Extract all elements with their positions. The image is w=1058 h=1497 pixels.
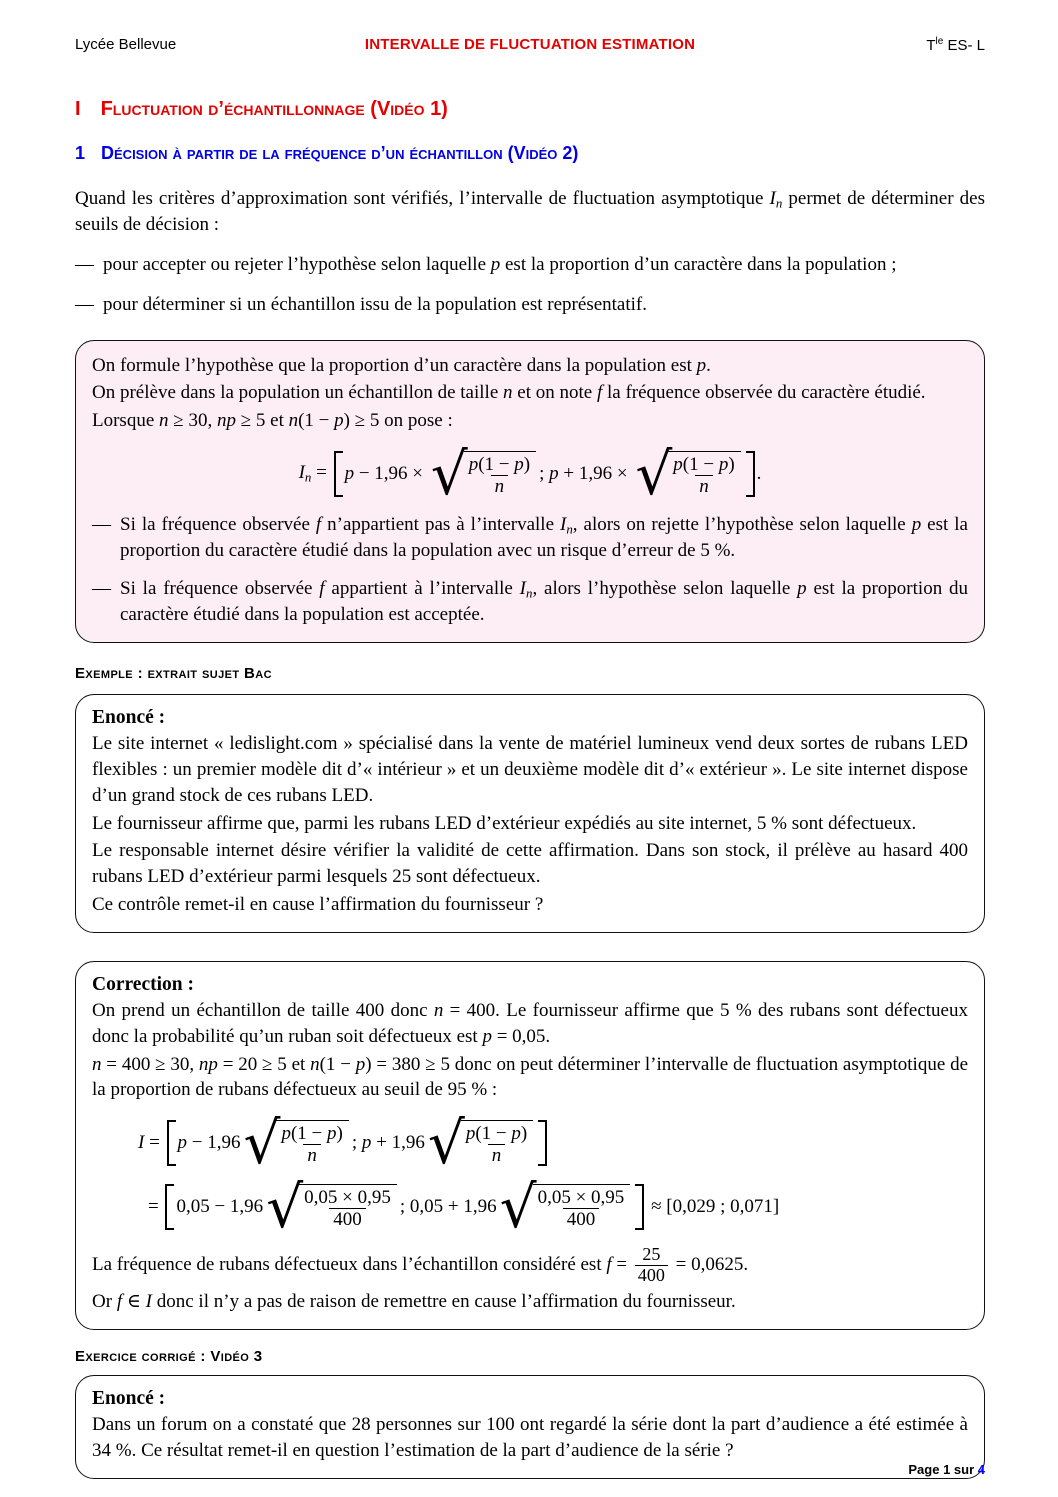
fraction-numerator: p(1 − p) [468, 453, 531, 475]
grade-superscript: le [935, 36, 944, 47]
example-heading: Exemple : extrait sujet Bac [75, 665, 272, 683]
intro-bullet-1 [75, 252, 985, 278]
frequency-fraction [635, 1245, 668, 1285]
correction-paragraph-1: On prend un échantillon de taille 400 donc n = 400. Le fournisseur affirme que 5 % des rubans sont défectueux donc la probabilité qu’un ruban soit défectueux est p = 0,05. [92, 999, 968, 1047]
bullet-dash: — [75, 254, 94, 275]
school-name: Lycée Bellevue [75, 36, 177, 53]
enonce-paragraph: Le fournisseur affirme que, parmi les rubans LED d’extérieur expédiés au site internet, 5 % sont défectueux. [92, 812, 917, 834]
rule-bullet-2 [92, 576, 968, 628]
bullet-text: Si la fréquence observée f n’appartient pas à l’intervalle In, alors on rejette l’hypothèse selon laquelle p est la proportion du caractère étudié dans la population avec un risque d’erreur de 5 %. [120, 514, 968, 562]
fraction-numerator: 25 [642, 1244, 661, 1265]
footer-page-label: Page 1 sur [908, 1462, 978, 1477]
sqrt-expression [499, 1173, 631, 1242]
enonce-title: Enoncé : [92, 1388, 166, 1410]
enonce-paragraph: Ce contrôle remet-il en cause l’affirmation du fournisseur ? [92, 894, 544, 916]
formula-term-a: p − 1,96 × [344, 463, 428, 485]
formula-tail: . [756, 463, 762, 485]
section-heading-fluctuation [75, 98, 985, 121]
enonce-title: Enoncé : [92, 707, 166, 729]
right-bracket [538, 1120, 547, 1166]
intro-paragraph: Quand les critères d’approximation sont vérifiés, l’intervalle de fluctuation asymptotique In permet de déterminer des seuils de décision : [75, 188, 985, 236]
formula-term-b: ; p + 1,96 × [539, 463, 633, 485]
sqrt-expression [427, 1109, 533, 1178]
section-number: I [75, 98, 81, 120]
enonce-paragraph: Le site internet « ledislight.com » spécialisé dans la vente de matériel lumineux vend deux sortes de rubans LED flexibles : un premier modèle dit d’« intérieur » et un deuxième modèle dit d’« extérieur ». Le site internet dispose d’un grand stock de ces rubans LED. [92, 733, 968, 806]
frequency-text: La fréquence de rubans défectueux dans l’échantillon considéré est f = [92, 1254, 632, 1276]
formula-lhs: In = [298, 462, 332, 485]
formula-lhs: I = [138, 1132, 165, 1154]
formula-term-b: ; p + 1,96 [351, 1132, 425, 1154]
fraction-denominator: n [695, 475, 713, 497]
bullet-dash: — [92, 578, 111, 600]
sqrt-expression [266, 1173, 397, 1242]
fluctuation-interval-formula [92, 440, 968, 509]
radical-sign: √ [266, 1173, 304, 1242]
formula-term-a: 0,05 − 1,96 [176, 1196, 264, 1218]
radical-sign: √ [499, 1173, 537, 1242]
bullet-text: pour accepter ou rejeter l’hypothèse selon laquelle p est la proportion d’un caractère dans la population ; [103, 254, 897, 275]
intro-bullet-2 [75, 292, 985, 318]
enonce-box-1 [75, 694, 985, 933]
formula-term-a: p − 1,96 [177, 1132, 241, 1154]
grade-main: T [926, 37, 936, 54]
correction-paragraph-2: n = 400 ≥ 30, np = 20 ≥ 5 et n(1 − p) = 380 ≥ 5 donc on peut déterminer l’intervalle de fluctuation asymptotique de la proportion de rubans défectueux au seuil de 95 % : [92, 1053, 969, 1101]
hypothesis-rule-box [75, 340, 985, 643]
subsection-title: Décision à partir de la fréquence d’un échantillon (Vidéo 2) [101, 143, 579, 163]
fraction-numerator: 0,05 × 0,95 [537, 1186, 625, 1208]
correction-title: Correction : [92, 973, 194, 995]
radical-sign: √ [427, 1109, 465, 1178]
radical-sign: √ [243, 1109, 281, 1178]
footer-page-total-link[interactable]: 4 [977, 1462, 985, 1477]
correction-conclusion: Or f ∈ I donc il n’y a pas de raison de remettre en cause l’affirmation du fournisseur. [92, 1291, 736, 1313]
enonce-paragraph: Dans un forum on a constaté que 28 personnes sur 100 ont regardé la série dont la part d’audience a été estimée à 34 %. Ce résultat remet-il en question l’estimation de la part d’audience de la série ? [92, 1414, 968, 1461]
page-header [75, 36, 985, 54]
section-title: Fluctuation d’échantillonnage (Vidéo 1) [100, 98, 448, 120]
grade-rest: ES- L [943, 37, 985, 54]
subsection-heading-decision [75, 143, 985, 164]
formula-term-b: ; 0,05 + 1,96 [399, 1196, 497, 1218]
fraction-numerator: p(1 − p) [465, 1122, 528, 1144]
formula-lhs: = [148, 1196, 164, 1218]
right-bracket [746, 451, 755, 497]
fraction-numerator: p(1 − p) [673, 453, 735, 475]
subsection-number: 1 [75, 143, 86, 163]
enonce-box-2 [75, 1375, 985, 1479]
enonce-paragraph: Le responsable internet désire vérifier la validité de cette affirmation. Dans son stock, il prélève au hasard 400 rubans LED d’extérieur parmi lesquels 25 sont défectueux. [92, 840, 968, 888]
sqrt-expression [635, 440, 740, 509]
fraction-denominator: 400 [635, 1265, 668, 1285]
fraction-denominator: n [303, 1144, 321, 1166]
bullet-dash: — [75, 293, 94, 315]
sqrt-expression [430, 440, 536, 509]
sqrt-expression [243, 1109, 349, 1178]
exercise-heading: Exercice corrigé : Vidéo 3 [75, 1348, 263, 1366]
formula-result: ≈ [0,029 ; 0,071] [646, 1196, 780, 1218]
bullet-text: pour déterminer si un échantillon issu de la population est représentatif. [103, 293, 647, 315]
fraction-denominator: 400 [329, 1208, 366, 1230]
frequency-line [92, 1245, 968, 1285]
page-footer [908, 1462, 985, 1477]
grade-label [765, 36, 985, 54]
right-bracket [635, 1184, 644, 1230]
rule-bullet-1 [92, 512, 968, 564]
left-bracket [167, 1120, 176, 1166]
rule-line-1: On formule l’hypothèse que la proportion d’un caractère dans la population est p. [92, 354, 711, 376]
fraction-denominator: n [488, 1144, 506, 1166]
correction-box [75, 961, 985, 1330]
radical-sign: √ [635, 440, 673, 509]
rule-line-2: On prélève dans la population un échantillon de taille n et on note f la fréquence observée du caractère étudié. [92, 382, 926, 404]
left-bracket [334, 451, 343, 497]
fraction-numerator: p(1 − p) [281, 1122, 343, 1144]
document-title: INTERVALLE DE FLUCTUATION ESTIMATION [364, 36, 696, 53]
rule-line-3: Lorsque n ≥ 30, np ≥ 5 et n(1 − p) ≥ 5 on pose : [92, 410, 453, 432]
radical-sign: √ [430, 440, 468, 509]
bullet-text: Si la fréquence observée f appartient à l’intervalle In, alors l’hypothèse selon laquelle p est la proportion du caractère étudié dans la population est acceptée. [120, 578, 969, 626]
bullet-dash: — [92, 514, 111, 536]
fraction-denominator: n [491, 475, 509, 497]
fraction-numerator: 0,05 × 0,95 [304, 1186, 391, 1208]
left-bracket [165, 1184, 174, 1230]
frequency-result: = 0,0625. [670, 1254, 749, 1276]
fraction-denominator: 400 [563, 1208, 600, 1230]
interval-formula-numeric [148, 1173, 968, 1242]
interval-formula-symbolic [138, 1109, 968, 1178]
